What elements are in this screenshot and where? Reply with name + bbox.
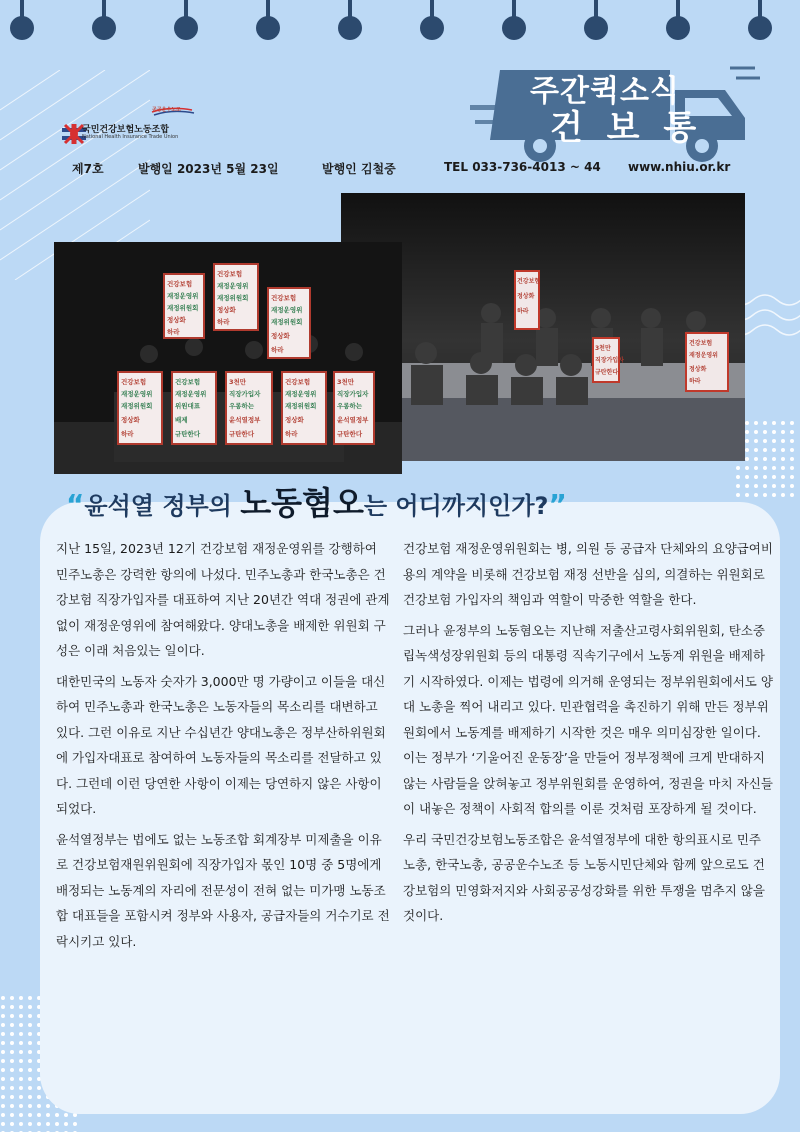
protest-sign-text: 하라 — [689, 378, 701, 385]
protest-sign-text: 3천만 — [229, 378, 247, 386]
binder-rings — [0, 0, 800, 42]
protest-sign-text: 재정운영위 — [689, 352, 718, 359]
protest-sign-text: 재정운영위 — [285, 390, 317, 398]
article-paragraph: 윤석열정부는 법에도 없는 노동조합 회계장부 미제출을 이유로 건강보험재원위원회에 직장가입자 몫인 10명 중 5명에게 배정되는 노동계의 자리에 전문성이 전혀 없는 미가맹 노동조합 대표들을 포함시켜 정부와 사용자, 공급자들의 거수기로 전락시키고 있다. — [56, 831, 390, 949]
newsletter-title-line1: 주간퀵소식 — [530, 74, 680, 109]
protest-photo-scene — [54, 242, 402, 474]
protest-sign-text: 하라 — [121, 430, 134, 438]
protest-sign-text: 규탄한다 — [229, 430, 255, 438]
protest-sign-text: 건강보험 — [517, 278, 541, 285]
headline-part2: 는 어디까지인가? — [363, 492, 549, 520]
issue-meta — [72, 160, 752, 178]
binder-ring — [184, 0, 188, 22]
website[interactable]: www.nhiu.or.kr — [628, 160, 731, 174]
phone: TEL 033-736-4013 ~ 44 — [444, 160, 601, 174]
protest-sign-text: 정상화 — [271, 332, 290, 340]
protest-sign-text: 배제 — [175, 416, 188, 424]
protest-sign-text: 재정위원회 — [285, 402, 317, 410]
protest-sign-text: 건강보험 — [271, 294, 297, 302]
protest-sign-text: 윤석열정부 — [229, 416, 261, 424]
issue-number: 제7호 — [72, 162, 104, 176]
close-quote: ” — [548, 488, 567, 521]
newsletter-title-line2: 건 보 통 — [550, 108, 703, 148]
org-name-en: National Health Insurance Trade Union — [82, 134, 179, 140]
headline-part1: 윤석열 정부의 — [84, 492, 241, 520]
protest-sign-text: 정상화 — [217, 306, 236, 314]
protest-sign-text: 규탄한다 — [175, 430, 201, 438]
protest-sign-text: 하라 — [285, 430, 298, 438]
article-paragraph: 그러나 윤정부의 노동혐오는 지난해 저출산고령사회위원회, 탄소중립녹색성장위원회 등의 대통령 직속기구에서 노동계 위원을 배제하기 시작하였다. 이제는 법령에 의거해 운영되는 정부위원회에서도 양대 노총을 찍어 내리고 있다. 민관협력을 촉진하기 위해 만든 정부위원회에서 노동계를 배제하기 시작한 것은 매우 의미심장한 일이다. 이는 정부가 ‘기울어진 운동장’을 만들어 정부정책에 크게 반대하지 않는 사람들을 앉혀놓고 정부위원회를 운영하여, 정권을 마치 자신들이 내놓은 정책이 사회적 합의를 이룬 것처럼 포장하게 될 것이다. — [403, 622, 773, 816]
protest-sign-text: 건강보험 — [217, 270, 243, 278]
protest-sign-text: 규탄한다 — [337, 430, 363, 438]
protest-sign-text: 정상화 — [121, 416, 140, 424]
protest-sign-text: 직장가입자 — [229, 390, 261, 398]
headline-emphasis: 노동혐오 — [240, 484, 364, 522]
protest-sign-text: 건강보험 — [167, 280, 193, 288]
protest-sign-text: 우롱하는 — [337, 402, 363, 410]
open-quote: “ — [66, 488, 85, 521]
binder-ring — [676, 0, 680, 22]
protest-sign-text: 재정운영위 — [217, 282, 249, 290]
article-column-right — [403, 536, 773, 934]
binder-ring — [430, 0, 434, 22]
binder-ring — [758, 0, 762, 22]
article-paragraph: 지난 15일, 2023년 12기 건강보험 재정운영위를 강행하여 민주노총은 강력한 항의에 나섰다. 민주노총과 한국노총은 건강보험 직장가입자를 대표하여 지난 20년간 역대 정권에 관계없이 재정운영위에 참여해왔다. 양대노총을 배제한 위원회 구성은 이래 처음있는 일이다. — [56, 541, 390, 658]
protest-sign-text: 정상화 — [167, 316, 186, 324]
protest-sign-text: 규탄한다 — [595, 369, 619, 376]
binder-ring — [102, 0, 106, 22]
protest-sign-text: 정상화 — [517, 293, 535, 300]
protest-sign-text: 3천만 — [595, 345, 611, 352]
protest-sign-text: 재정위원회 — [217, 294, 249, 302]
binder-ring — [266, 0, 270, 22]
protest-sign-text: 재정운영위 — [271, 306, 303, 314]
protest-sign-text: 건강보험 — [285, 378, 311, 386]
protest-sign-text: 하라 — [217, 318, 230, 326]
protest-sign-text: 재정운영위 — [121, 390, 153, 398]
protest-sign-text: 건강보험 — [175, 378, 201, 386]
binder-ring — [348, 0, 352, 22]
article-paragraph: 건강보험 재정운영위원회는 병, 의원 등 공급자 단체와의 요양급여비용의 계약을 비롯해 건강보험 재정 선반을 심의, 의결하는 위원회로 건강보험 가입자의 책임과 역할이 막중한 역할을 한다. — [403, 541, 773, 607]
protest-sign-text: 정상화 — [285, 416, 304, 424]
article-column-left — [56, 536, 392, 959]
protest-sign-text: 재정위원회 — [121, 402, 153, 410]
protest-sign-text: 하라 — [167, 328, 180, 336]
protest-sign-text: 직장가입자 — [337, 390, 369, 398]
publisher: 발행인 김철중 — [322, 162, 396, 176]
protest-sign-text: 재정운영위 — [175, 390, 207, 398]
affiliation-text: 공공운수노조 — [152, 107, 181, 113]
protest-sign-text: 위원대표 — [175, 402, 201, 410]
article-headline — [66, 478, 766, 524]
binder-ring — [20, 0, 24, 22]
protest-sign-text: 윤석열정부 — [337, 416, 369, 424]
protest-sign-text: 우롱하는 — [229, 402, 255, 410]
protest-sign-text: 건강보험 — [689, 340, 713, 347]
protest-sign-text: 건강보험 — [121, 378, 147, 386]
article-paragraph: 대한민국의 노동자 숫자가 3,000만 명 가량이고 이들을 대신하여 민주노총과 한국노총은 노동자들의 목소리를 대변하고 있다. 그런 이유로 지난 수십년간 양대노총은 정부산하위원회에 가입자대표로 참여하여 노동자들의 목소리를 전달하고 있다. 그런데 이런 당연한 사항이 이제는 당연하지 않은 사항이 되었다. — [56, 673, 386, 816]
protest-sign-text: 재정위원회 — [167, 304, 199, 312]
binder-ring — [512, 0, 516, 22]
protest-sign-text: 재정위원회 — [271, 318, 303, 326]
binder-ring — [594, 0, 598, 22]
issue-date: 발행일 2023년 5월 23일 — [138, 162, 279, 176]
protest-sign-text: 직장가입자 — [595, 357, 624, 364]
org-name: 국민건강보험노동조합 — [82, 125, 169, 135]
protest-sign-text: 3천만 — [337, 378, 355, 386]
protest-sign-text: 재정운영위 — [167, 292, 199, 300]
protest-sign-text: 하라 — [271, 346, 284, 354]
article-paragraph: 우리 국민건강보험노동조합은 윤석열정부에 대한 항의표시로 민주노총, 한국노총, 공공운수노조 등 노동시민단체와 함께 앞으로도 건강보험의 민영화저지와 사회공공성강화를 위한 투쟁을 멈추지 않을 것이다. — [403, 831, 765, 923]
protest-sign-text: 정상화 — [689, 366, 707, 373]
protest-photo — [54, 242, 402, 474]
protest-sign-text: 하라 — [517, 308, 529, 315]
